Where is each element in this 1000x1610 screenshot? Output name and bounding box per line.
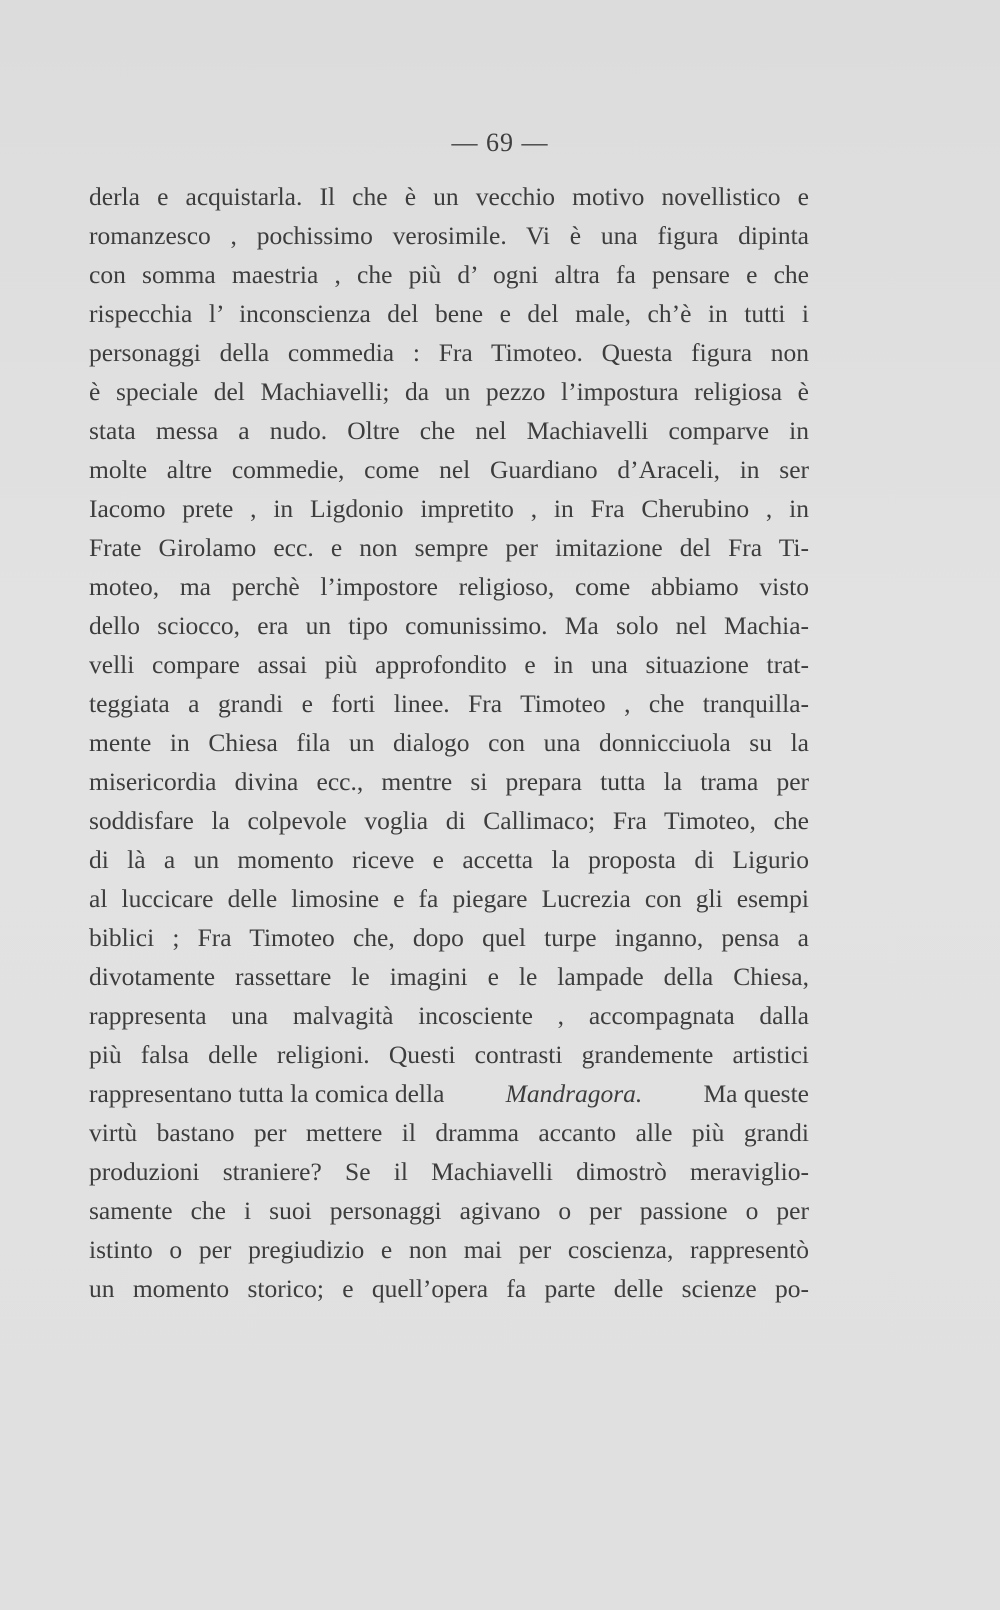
text-line: un momento storico; e quell’opera fa parte delle scienze po- <box>89 1274 809 1303</box>
text-line: misericordia divina ecc., mentre si prepara tutta la trama per <box>89 767 809 796</box>
text-line: velli compare assai più approfondito e in una situazione trat- <box>89 650 809 679</box>
text-line-segment: Ma queste <box>703 1079 809 1108</box>
text-line: è speciale del Machiavelli; da un pezzo l’impostura religiosa è <box>89 377 809 406</box>
text-line: rappresenta una malvagità incosciente , accompagnata dalla <box>89 1001 809 1030</box>
text-line: Iacomo prete , in Ligdonio impretito , in Fra Cherubino , in <box>89 494 809 523</box>
text-line: di là a un momento riceve e accetta la proposta di Ligurio <box>89 845 809 874</box>
text-line-segment: rappresentano tutta la comica della <box>89 1079 445 1108</box>
text-line: samente che i suoi personaggi agivano o per passione o per <box>89 1196 809 1225</box>
text-line: istinto o per pregiudizio e non mai per coscienza, rappresentò <box>89 1235 809 1264</box>
text-line: divotamente rassettare le imagini e le lampade della Chiesa, <box>89 962 809 991</box>
text-line: virtù bastano per mettere il dramma accanto alle più grandi <box>89 1118 809 1147</box>
text-line: personaggi della commedia : Fra Timoteo. Questa figura non <box>89 338 809 367</box>
text-line-with-title <box>89 1079 809 1109</box>
text-line: più falsa delle religioni. Questi contrasti grandemente artistici <box>89 1040 809 1069</box>
text-line: soddisfare la colpevole voglia di Callimaco; Fra Timoteo, che <box>89 806 809 835</box>
text-line: romanzesco , pochissimo verosimile. Vi è una figura dipinta <box>89 221 809 250</box>
work-title: Mandragora. <box>505 1079 643 1108</box>
text-line: Frate Girolamo ecc. e non sempre per imitazione del Fra Ti- <box>89 533 809 562</box>
text-line: molte altre commedie, come nel Guardiano d’Araceli, in ser <box>89 455 809 484</box>
text-line: con somma maestria , che più d’ ogni altra fa pensare e che <box>89 260 809 289</box>
text-line: rispecchia l’ inconscienza del bene e del male, ch’è in tutti i <box>89 299 809 328</box>
text-line: stata messa a nudo. Oltre che nel Machiavelli comparve in <box>89 416 809 445</box>
text-line: al luccicare delle limosine e fa piegare Lucrezia con gli esempi <box>89 884 809 913</box>
page-number: — 69 — <box>451 128 549 157</box>
text-line: moteo, ma perchè l’impostore religioso, come abbiamo visto <box>89 572 809 601</box>
text-line: biblici ; Fra Timoteo che, dopo quel turpe inganno, pensa a <box>89 923 809 952</box>
text-line: dello sciocco, era un tipo comunissimo. Ma solo nel Machia- <box>89 611 809 640</box>
text-line: derla e acquistarla. Il che è un vecchio motivo novellistico e <box>89 182 809 211</box>
text-line: teggiata a grandi e forti linee. Fra Timoteo , che tranquilla- <box>89 689 809 718</box>
text-line: mente in Chiesa fila un dialogo con una donnicciuola su la <box>89 728 809 757</box>
text-line: produzioni straniere? Se il Machiavelli dimostrò meraviglio- <box>89 1157 809 1186</box>
